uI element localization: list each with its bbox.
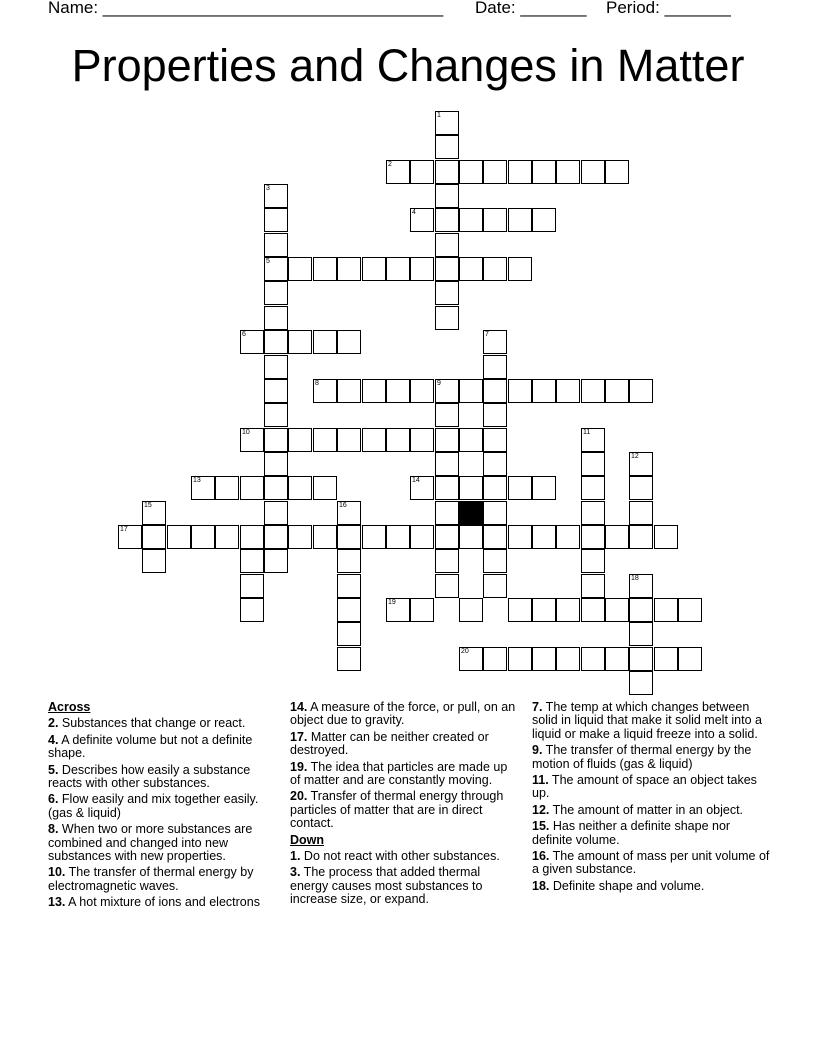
grid-cell[interactable] bbox=[362, 257, 386, 281]
grid-cell[interactable] bbox=[410, 598, 434, 622]
clue-across-6: 6. Flow easily and mix together easily. (gas & liquid) bbox=[48, 792, 259, 820]
grid-cell[interactable] bbox=[435, 184, 459, 208]
grid-cell[interactable] bbox=[362, 525, 386, 549]
clue-down-1: 1. Do not react with other substances. bbox=[290, 849, 500, 864]
grid-cell[interactable] bbox=[410, 476, 434, 500]
clue-number: 7 bbox=[485, 331, 489, 338]
clue-across-19: 19. The idea that particles are made up of matter and are constantly moving. bbox=[290, 759, 508, 788]
grid-cell[interactable] bbox=[191, 476, 215, 500]
grid-cell[interactable] bbox=[532, 379, 556, 403]
grid-cell[interactable] bbox=[240, 330, 264, 354]
grid-cell[interactable] bbox=[435, 476, 459, 500]
grid-cell[interactable] bbox=[483, 647, 507, 671]
grid-cell[interactable] bbox=[483, 330, 507, 354]
grid-cell[interactable] bbox=[459, 598, 483, 622]
grid-cell[interactable] bbox=[313, 379, 337, 403]
grid-cell[interactable] bbox=[581, 549, 605, 573]
grid-cell[interactable] bbox=[605, 525, 629, 549]
grid-cell[interactable] bbox=[435, 403, 459, 427]
grid-cell[interactable] bbox=[459, 525, 483, 549]
clue-across-20: 20. Transfer of thermal energy through particles of matter that are in direct contact. bbox=[290, 789, 504, 831]
grid-cell[interactable] bbox=[508, 647, 532, 671]
grid-cell[interactable] bbox=[264, 452, 288, 476]
grid-cell[interactable] bbox=[142, 549, 166, 573]
grid-cell[interactable] bbox=[532, 598, 556, 622]
grid-cell[interactable] bbox=[313, 525, 337, 549]
grid-cell[interactable] bbox=[313, 428, 337, 452]
grid-cell[interactable] bbox=[435, 574, 459, 598]
clue-down-11: 11. The amount of space an object takes up. bbox=[532, 773, 757, 801]
clue-down-9: 9. The transfer of thermal energy by the motion of fluids (gas & liquid) bbox=[532, 743, 752, 771]
grid-cell[interactable] bbox=[654, 598, 678, 622]
grid-cell[interactable] bbox=[337, 501, 361, 525]
grid-cell[interactable] bbox=[556, 647, 580, 671]
grid-cell[interactable] bbox=[605, 647, 629, 671]
clue-down-7: 7. The temp at which changes between solid in liquid that make it solid melt into a liquid or make a liquid freeze into a solid. bbox=[532, 700, 762, 741]
grid-cell[interactable] bbox=[678, 598, 702, 622]
grid-cell[interactable] bbox=[264, 257, 288, 281]
grid-cell[interactable] bbox=[435, 281, 459, 305]
grid-cell[interactable] bbox=[167, 525, 191, 549]
grid-cell[interactable] bbox=[629, 476, 653, 500]
grid-cell[interactable] bbox=[386, 525, 410, 549]
grid-cell[interactable] bbox=[240, 428, 264, 452]
grid-cell[interactable] bbox=[240, 476, 264, 500]
clue-across-8: 8. When two or more substances are combined and changed into new substances with new properties. bbox=[48, 822, 253, 864]
clue-number: 1 bbox=[437, 112, 441, 119]
grid-cell[interactable] bbox=[483, 452, 507, 476]
clue-number: 11 bbox=[583, 429, 591, 436]
grid-cell[interactable] bbox=[313, 330, 337, 354]
grid-cell[interactable] bbox=[435, 233, 459, 257]
grid-cell[interactable] bbox=[483, 501, 507, 525]
clue-number: 8 bbox=[315, 380, 319, 387]
grid-cell[interactable] bbox=[508, 476, 532, 500]
grid-cell[interactable] bbox=[629, 379, 653, 403]
grid-cell[interactable] bbox=[483, 525, 507, 549]
clues-column-2 bbox=[290, 701, 520, 910]
grid-cell[interactable] bbox=[313, 476, 337, 500]
clue-down-18: 18. Definite shape and volume. bbox=[532, 878, 705, 893]
grid-cell[interactable] bbox=[629, 452, 653, 476]
grid-cell[interactable] bbox=[581, 452, 605, 476]
grid-cell[interactable] bbox=[264, 476, 288, 500]
clue-number: 5 bbox=[266, 258, 270, 265]
grid-cell[interactable] bbox=[459, 428, 483, 452]
clue-across-17: 17. Matter can be neither created or destroyed. bbox=[290, 729, 489, 758]
grid-cell[interactable] bbox=[532, 525, 556, 549]
grid-cell[interactable] bbox=[629, 501, 653, 525]
grid-cell[interactable] bbox=[410, 208, 434, 232]
clue-number: 17 bbox=[120, 526, 128, 533]
grid-cell[interactable] bbox=[264, 330, 288, 354]
grid-cell[interactable] bbox=[288, 330, 312, 354]
grid-cell[interactable] bbox=[435, 549, 459, 573]
grid-cell[interactable] bbox=[435, 257, 459, 281]
clue-across-13: 13. A hot mixture of ions and electrons bbox=[48, 895, 260, 910]
black-cell bbox=[459, 501, 483, 525]
grid-cell[interactable] bbox=[362, 428, 386, 452]
grid-cell[interactable] bbox=[264, 428, 288, 452]
clue-number: 3 bbox=[266, 185, 270, 192]
clues-column-1 bbox=[48, 701, 278, 913]
grid-cell[interactable] bbox=[508, 208, 532, 232]
clue-number: 19 bbox=[388, 599, 396, 606]
grid-cell[interactable] bbox=[556, 598, 580, 622]
grid-cell[interactable] bbox=[581, 525, 605, 549]
grid-cell[interactable] bbox=[581, 160, 605, 184]
grid-cell[interactable] bbox=[410, 257, 434, 281]
grid-cell[interactable] bbox=[386, 428, 410, 452]
grid-cell[interactable] bbox=[605, 160, 629, 184]
grid-cell[interactable] bbox=[362, 379, 386, 403]
grid-cell[interactable] bbox=[605, 379, 629, 403]
grid-cell[interactable] bbox=[508, 598, 532, 622]
grid-cell[interactable] bbox=[654, 525, 678, 549]
grid-cell[interactable] bbox=[459, 647, 483, 671]
grid-cell[interactable] bbox=[264, 379, 288, 403]
grid-cell[interactable] bbox=[483, 476, 507, 500]
grid-cell[interactable] bbox=[215, 476, 239, 500]
grid-cell[interactable] bbox=[483, 574, 507, 598]
clue-number: 2 bbox=[388, 161, 392, 168]
grid-cell[interactable] bbox=[556, 525, 580, 549]
grid-cell[interactable] bbox=[629, 525, 653, 549]
grid-cell[interactable] bbox=[240, 574, 264, 598]
grid-cell[interactable] bbox=[629, 598, 653, 622]
grid-cell[interactable] bbox=[605, 598, 629, 622]
grid-cell[interactable] bbox=[191, 525, 215, 549]
grid-cell[interactable] bbox=[532, 208, 556, 232]
grid-cell[interactable] bbox=[581, 379, 605, 403]
grid-cell[interactable] bbox=[483, 403, 507, 427]
clue-down-12: 12. The amount of matter in an object. bbox=[532, 802, 744, 817]
clue-down-16: 16. The amount of mass per unit volume of a given substance. bbox=[532, 849, 770, 877]
grid-cell[interactable] bbox=[459, 208, 483, 232]
grid-cell[interactable] bbox=[264, 184, 288, 208]
grid-cell[interactable] bbox=[483, 257, 507, 281]
grid-cell[interactable] bbox=[264, 525, 288, 549]
grid-cell[interactable] bbox=[142, 501, 166, 525]
clues-column-3 bbox=[532, 701, 772, 896]
clue-number: 20 bbox=[461, 648, 469, 655]
grid-cell[interactable] bbox=[629, 622, 653, 646]
grid-cell[interactable] bbox=[337, 622, 361, 646]
grid-cell[interactable] bbox=[264, 233, 288, 257]
clue-across-14: 14. A measure of the force, or pull, on an object due to gravity. bbox=[290, 700, 516, 728]
clue-number: 10 bbox=[242, 429, 250, 436]
clue-number: 14 bbox=[412, 477, 420, 484]
grid-cell[interactable] bbox=[483, 379, 507, 403]
grid-cell[interactable] bbox=[556, 160, 580, 184]
grid-cell[interactable] bbox=[459, 257, 483, 281]
grid-cell[interactable] bbox=[386, 379, 410, 403]
grid-cell[interactable] bbox=[240, 525, 264, 549]
clue-number: 4 bbox=[412, 209, 416, 216]
grid-cell[interactable] bbox=[629, 671, 653, 695]
clue-number: 15 bbox=[144, 502, 152, 509]
grid-cell[interactable] bbox=[386, 598, 410, 622]
grid-cell[interactable] bbox=[581, 501, 605, 525]
grid-cell[interactable] bbox=[459, 379, 483, 403]
grid-cell[interactable] bbox=[581, 598, 605, 622]
clue-across-10: 10. The transfer of thermal energy by electromagnetic waves. bbox=[48, 865, 254, 893]
grid-cell[interactable] bbox=[337, 330, 361, 354]
grid-cell[interactable] bbox=[240, 549, 264, 573]
grid-cell[interactable] bbox=[508, 379, 532, 403]
grid-cell[interactable] bbox=[581, 574, 605, 598]
grid-cell[interactable] bbox=[435, 111, 459, 135]
grid-cell[interactable] bbox=[556, 379, 580, 403]
grid-cell[interactable] bbox=[410, 428, 434, 452]
grid-cell[interactable] bbox=[337, 647, 361, 671]
grid-cell[interactable] bbox=[435, 452, 459, 476]
grid-cell[interactable] bbox=[435, 306, 459, 330]
grid-cell[interactable] bbox=[459, 160, 483, 184]
grid-cell[interactable] bbox=[435, 379, 459, 403]
grid-cell[interactable] bbox=[508, 257, 532, 281]
grid-cell[interactable] bbox=[142, 525, 166, 549]
date-field[interactable]: Date: _______ bbox=[475, 0, 587, 17]
clue-across-5: 5. Describes how easily a substance reacts with other substances. bbox=[48, 762, 251, 791]
grid-cell[interactable] bbox=[581, 476, 605, 500]
grid-cell[interactable] bbox=[288, 525, 312, 549]
grid-cell[interactable] bbox=[629, 647, 653, 671]
grid-cell[interactable] bbox=[483, 208, 507, 232]
grid-cell[interactable] bbox=[532, 160, 556, 184]
grid-cell[interactable] bbox=[337, 379, 361, 403]
grid-cell[interactable] bbox=[215, 525, 239, 549]
name-field[interactable]: Name: ____________________________________ bbox=[48, 0, 444, 17]
clue-number: 12 bbox=[631, 453, 639, 460]
grid-cell[interactable] bbox=[386, 160, 410, 184]
grid-cell[interactable] bbox=[629, 574, 653, 598]
grid-cell[interactable] bbox=[264, 306, 288, 330]
clue-number: 16 bbox=[339, 502, 347, 509]
grid-cell[interactable] bbox=[240, 598, 264, 622]
grid-cell[interactable] bbox=[288, 257, 312, 281]
clue-number: 9 bbox=[437, 380, 441, 387]
clue-number: 18 bbox=[631, 575, 639, 582]
clue-down-3: 3. The process that added thermal energy causes most substances to increase size, or expand. bbox=[290, 865, 483, 907]
clue-across-2: 2. Substances that change or react. bbox=[48, 716, 246, 731]
grid-cell[interactable] bbox=[264, 281, 288, 305]
grid-cell[interactable] bbox=[264, 403, 288, 427]
grid-cell[interactable] bbox=[435, 135, 459, 159]
clue-down-15: 15. Has neither a definite shape nor definite volume. bbox=[532, 819, 731, 847]
grid-cell[interactable] bbox=[337, 574, 361, 598]
grid-cell[interactable] bbox=[264, 501, 288, 525]
grid-cell[interactable] bbox=[410, 160, 434, 184]
clue-across-4: 4. A definite volume but not a definite shape. bbox=[48, 732, 253, 761]
across-heading: Across bbox=[48, 700, 91, 714]
clue-number: 6 bbox=[242, 331, 246, 338]
grid-cell[interactable] bbox=[410, 525, 434, 549]
page-title: Properties and Changes in Matter bbox=[71, 40, 745, 91]
grid-cell[interactable] bbox=[581, 647, 605, 671]
grid-cell[interactable] bbox=[288, 476, 312, 500]
grid-cell[interactable] bbox=[678, 647, 702, 671]
grid-cell[interactable] bbox=[435, 501, 459, 525]
grid-cell[interactable] bbox=[337, 525, 361, 549]
grid-cell[interactable] bbox=[264, 208, 288, 232]
grid-cell[interactable] bbox=[264, 549, 288, 573]
grid-cell[interactable] bbox=[483, 428, 507, 452]
grid-cell[interactable] bbox=[435, 525, 459, 549]
grid-cell[interactable] bbox=[581, 428, 605, 452]
grid-cell[interactable] bbox=[483, 160, 507, 184]
grid-cell[interactable] bbox=[508, 160, 532, 184]
grid-cell[interactable] bbox=[337, 549, 361, 573]
grid-cell[interactable] bbox=[288, 428, 312, 452]
grid-cell[interactable] bbox=[264, 355, 288, 379]
grid-cell[interactable] bbox=[435, 208, 459, 232]
grid-cell[interactable] bbox=[337, 598, 361, 622]
grid-cell[interactable] bbox=[337, 428, 361, 452]
grid-cell[interactable] bbox=[508, 525, 532, 549]
grid-cell[interactable] bbox=[435, 160, 459, 184]
down-heading: Down bbox=[290, 832, 325, 847]
grid-cell[interactable] bbox=[386, 257, 410, 281]
period-field[interactable]: Period: _______ bbox=[606, 0, 731, 17]
grid-cell[interactable] bbox=[483, 355, 507, 379]
grid-cell[interactable] bbox=[654, 647, 678, 671]
grid-cell[interactable] bbox=[459, 476, 483, 500]
grid-cell[interactable] bbox=[313, 257, 337, 281]
clue-number: 13 bbox=[193, 477, 201, 484]
grid-cell[interactable] bbox=[532, 476, 556, 500]
grid-cell[interactable] bbox=[532, 647, 556, 671]
grid-cell[interactable] bbox=[118, 525, 142, 549]
grid-cell[interactable] bbox=[410, 379, 434, 403]
grid-cell[interactable] bbox=[337, 257, 361, 281]
grid-cell[interactable] bbox=[435, 428, 459, 452]
grid-cell[interactable] bbox=[483, 549, 507, 573]
